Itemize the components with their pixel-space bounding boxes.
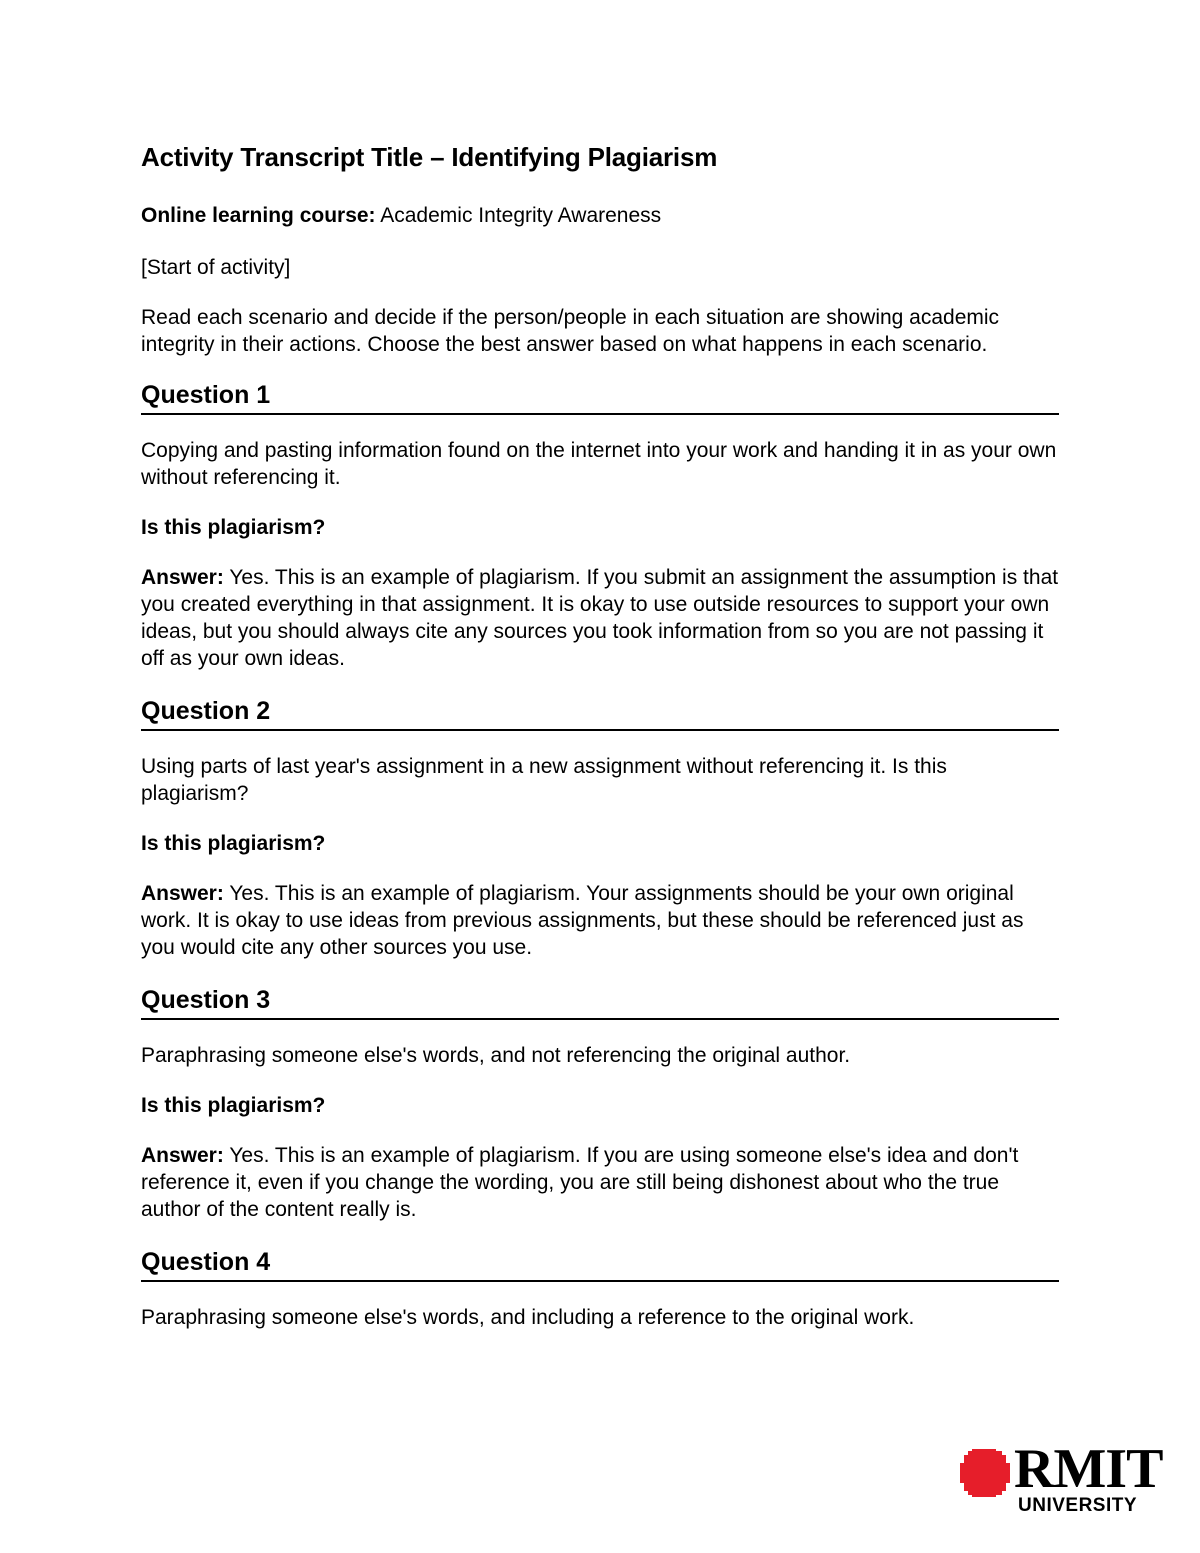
start-marker: [Start of activity]: [141, 256, 291, 279]
question-2-heading: Question 2: [141, 694, 1059, 731]
logo-wordmark: RMIT: [1014, 1438, 1163, 1500]
intro-paragraph: Read each scenario and decide if the person/people in each situation are showing academic integrity in their actions. Choose the best answer based on what happens in each scenario.: [141, 306, 1000, 356]
question-3-answer: [141, 1142, 1059, 1223]
question-1-answer-text: Yes. This is an example of plagiarism. If you submit an assignment the assumption is that you created everything in that assignment. It is okay to use outside resources to support your own ideas, but you should always cite any sources you took information from so you are not passing it off as your own ideas.: [141, 566, 1059, 670]
document-title: Activity Transcript Title – Identifying Plagiarism: [141, 142, 718, 172]
logo-subtitle: UNIVERSITY: [1018, 1495, 1138, 1516]
question-3-scenario: Paraphrasing someone else's words, and not referencing the original author.: [141, 1044, 851, 1067]
question-1-answer: [141, 564, 1059, 672]
question-2-answer-label: Answer:: [141, 882, 224, 905]
question-1-scenario: Copying and pasting information found on the internet into your work and handing it in as your own without referencing it.: [141, 439, 1057, 489]
question-2-scenario: Using parts of last year's assignment in a new assignment without referencing it. Is this plagiarism?: [141, 755, 947, 805]
document-page: [141, 138, 1059, 1354]
rmit-logo: [958, 1438, 1163, 1520]
question-3-answer-text: Yes. This is an example of plagiarism. If you are using someone else's idea and don't reference it, even if you change the wording, you are still being dishonest about who the true author of the content really is.: [141, 1144, 1019, 1221]
question-1-section: [141, 378, 1059, 672]
question-3-prompt: Is this plagiarism?: [141, 1094, 326, 1117]
question-2-section: [141, 694, 1059, 961]
question-4-heading: Question 4: [141, 1245, 1059, 1282]
course-name: Academic Integrity Awareness: [380, 204, 662, 227]
course-line: [141, 202, 1059, 229]
question-1-answer-label: Answer:: [141, 566, 224, 589]
question-1-prompt: Is this plagiarism?: [141, 516, 326, 539]
question-4-scenario: Paraphrasing someone else's words, and including a reference to the original work.: [141, 1306, 915, 1329]
question-1-heading: Question 1: [141, 378, 1059, 415]
question-3-answer-label: Answer:: [141, 1144, 224, 1167]
course-label: Online learning course:: [141, 204, 376, 227]
question-2-prompt: Is this plagiarism?: [141, 832, 326, 855]
rmit-pixel-mark-icon: [958, 1447, 1010, 1499]
question-3-heading: Question 3: [141, 983, 1059, 1020]
question-3-section: [141, 983, 1059, 1223]
question-4-section: [141, 1245, 1059, 1331]
question-2-answer: [141, 880, 1059, 961]
question-2-answer-text: Yes. This is an example of plagiarism. Your assignments should be your own original work. It is okay to use ideas from previous assignments, but these should be referenced just as you would cite any other sources you use.: [141, 882, 1024, 959]
